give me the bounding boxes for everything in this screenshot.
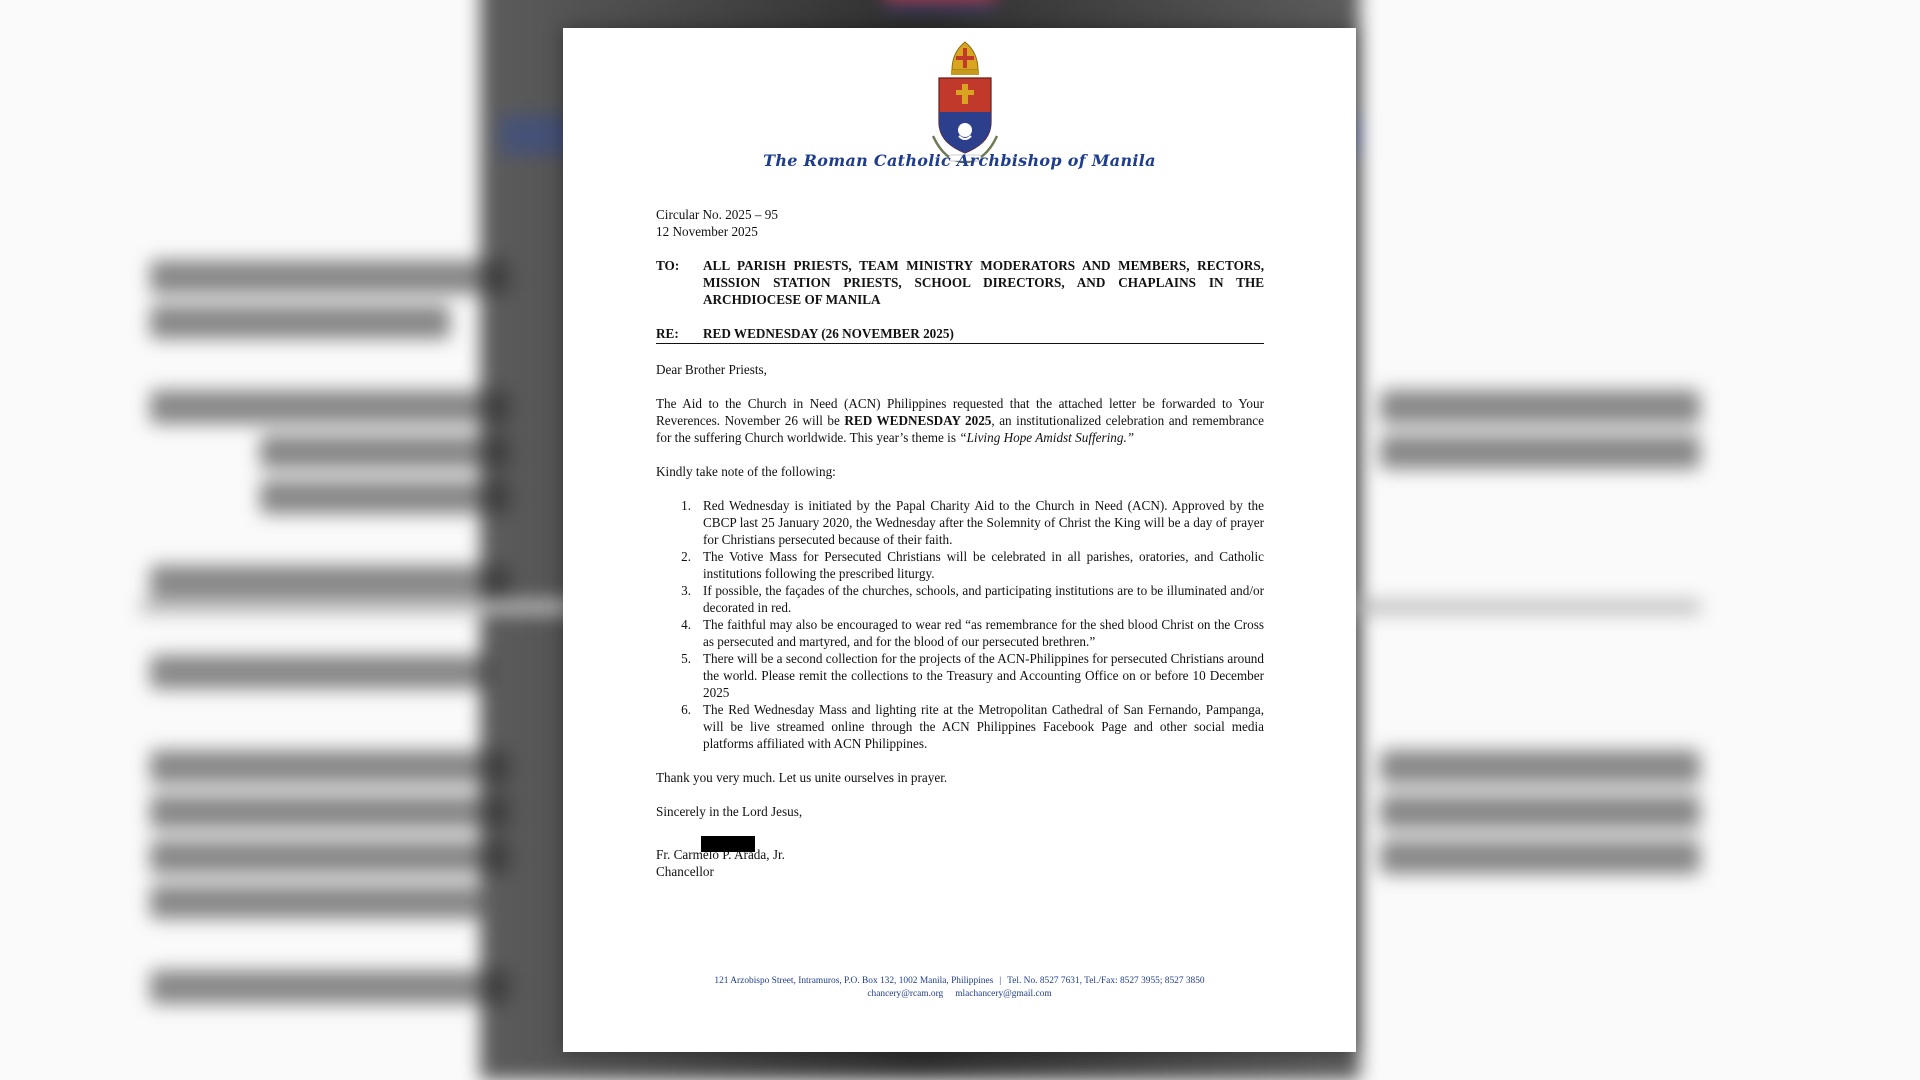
to-block [656,257,1264,308]
list-item: 4. The faithful may also be encouraged to wear red “as remembrance for the shed blood Christ on the Cross as persecuted and martyred, and for the blood of our persecuted brethren.” [681,617,1264,649]
footer-separator: | [999,976,1002,986]
intro-theme: “Living Hope Amidst Suffering.” [959,430,1135,445]
letterhead-footer [563,975,1356,1001]
valediction: Sincerely in the Lord Jesus, [656,804,803,819]
intro-text-2: , an institutionalized celebration and remembrance for the suffering Church worldwide. This year’s theme is [656,413,1264,445]
list-item: 3. If possible, the façades of the churches, schools, and participating institutions are to be illuminated and/or decorated in red. [681,583,1264,615]
signatory-title: Chancellor [656,864,714,879]
salutation: Dear Brother Priests, [656,362,767,377]
archdiocese-crest-icon [925,40,1005,168]
list-item: 2. The Votive Mass for Persecuted Christians will be celebrated in all parishes, oratories, and Catholic institutions following the prescribed liturgy. [681,549,1264,581]
closing-thanks: Thank you very much. Let us unite ourselves in prayer. [656,770,948,785]
signatory-name: Fr. Carmelo P. Arada, Jr. [656,847,785,862]
letter-page [563,28,1356,1052]
footer-email-2[interactable]: mlachancery@gmail.com [955,989,1052,999]
to-label: TO: [656,258,680,273]
re-subject: RED WEDNESDAY (26 NOVEMBER 2025) [703,326,954,341]
list-item: 6. The Red Wednesday Mass and lighting rite at the Metropolitan Cathedral of San Fernando, Pampanga, will be live streamed online through the ACN Philippines Facebook Page and other social media platforms affiliated with ACN Philippines. [681,702,1264,751]
footer-email-line [563,988,1356,1001]
list-item: 1. Red Wednesday is initiated by the Papal Charity Aid to the Church in Need (ACN). Approved by the CBCP last 25 January 2020, the Wednesday after the Solemnity of Christ the King will be a day of prayer for Christians persecuted because of their faith. [681,498,1264,547]
footer-phones: Tel. No. 8527 7631, Tel./Fax: 8527 3955; 8527 3850 [1007,976,1205,986]
footer-email-1[interactable]: chancery@rcam.org [867,989,944,999]
to-recipients: ALL PARISH PRIESTS, TEAM MINISTRY MODERATORS AND MEMBERS, RECTORS, MISSION STATION PRIESTS, SCHOOL DIRECTORS, AND CHAPLAINS IN THE ARCHDIOCESE OF MANILA [703,258,1264,307]
re-label: RE: [656,326,679,341]
re-block [656,325,1264,344]
footer-address-line [563,975,1356,988]
background-crest [885,0,995,8]
circular-date: 12 November 2025 [656,224,758,239]
list-item: 5. There will be a second collection for the projects of the ACN-Philippines for persecuted Christians around the world. Please remit the collections to the Treasury and Accounting Office on or before 10 December 2025 [681,651,1264,700]
archdiocese-name: The Roman Catholic Archbishop of Manila [763,151,1156,170]
circular-number: Circular No. 2025 – 95 [656,207,778,222]
footer-address: 121 Arzobispo Street, Intramuros, P.O. Box 132, 1002 Manila, Philippines [714,976,994,986]
numbered-list [656,497,1264,752]
note-intro: Kindly take note of the following: [656,464,836,479]
letter-body [656,206,1264,880]
intro-bold: RED WEDNESDAY 2025 [844,413,992,428]
intro-text-1: The Aid to the Church in Need (ACN) Philippines requested that the attached letter be forwarded to Your Reverences. November 26 will be [656,396,1264,428]
intro-paragraph [656,395,1264,446]
